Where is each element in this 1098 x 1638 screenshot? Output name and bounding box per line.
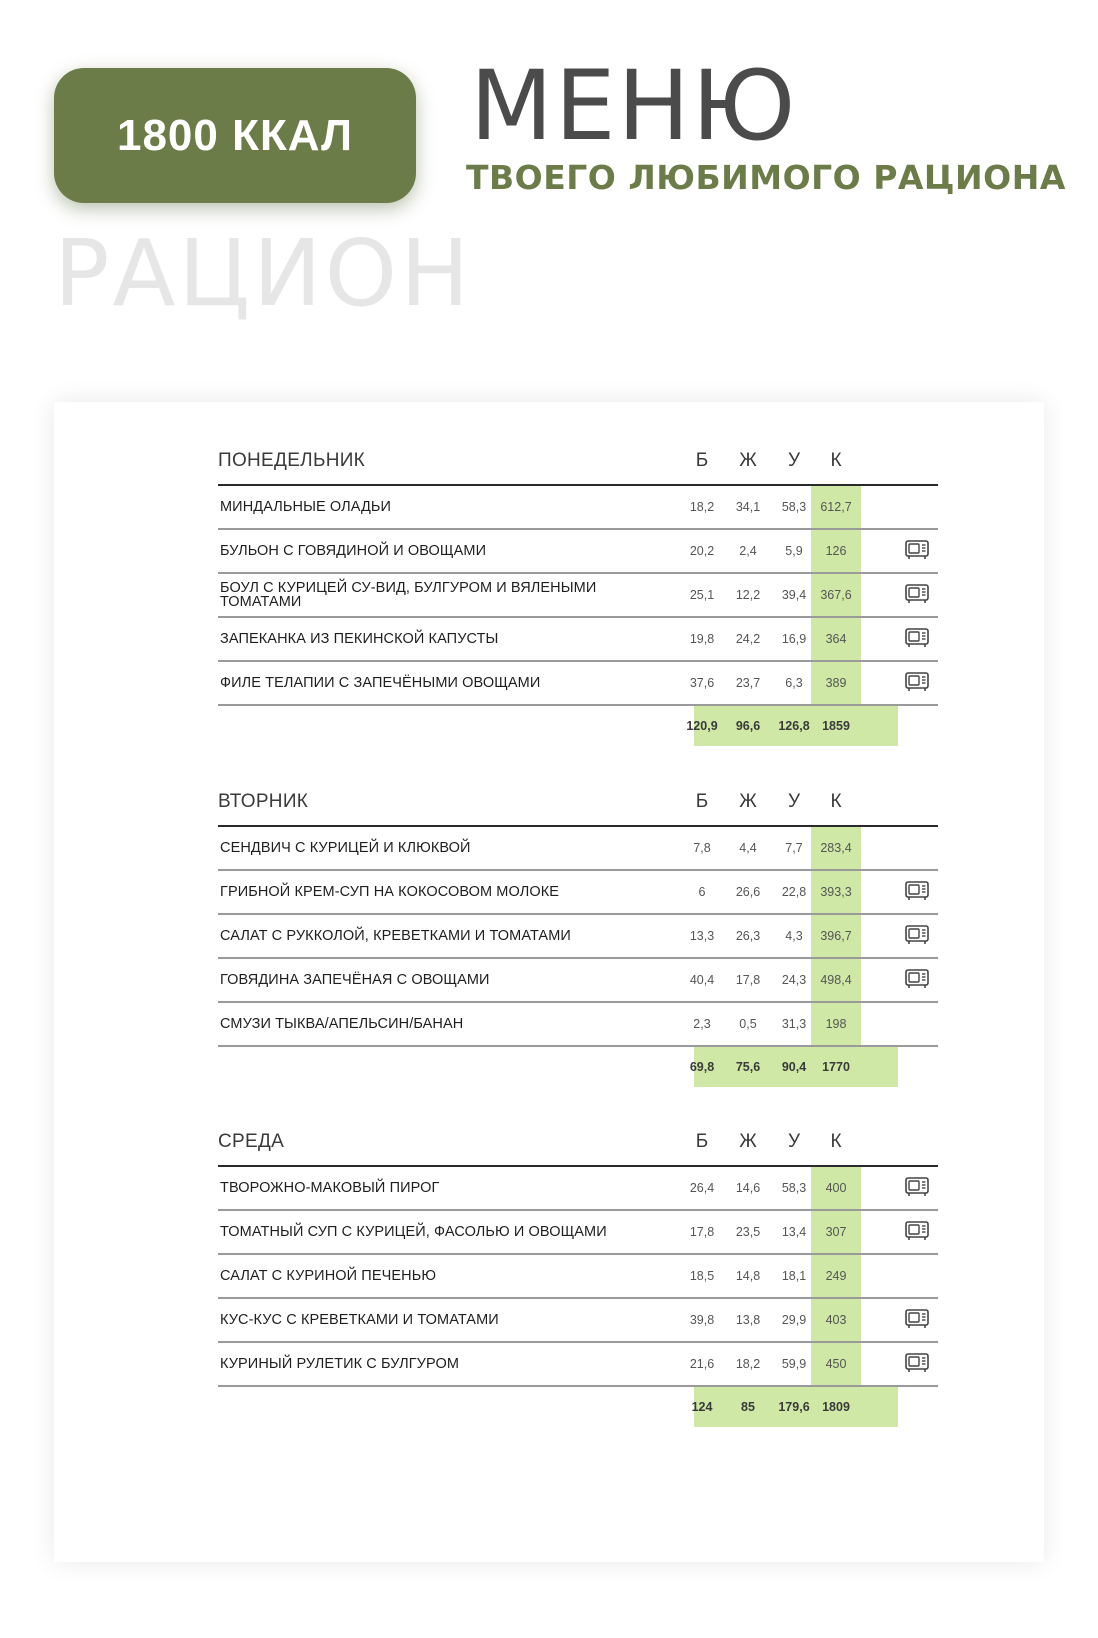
value-b: 37,6 xyxy=(689,676,715,690)
page-subtitle: ТВОЕГО ЛЮБИМОГО РАЦИОНА xyxy=(466,158,1066,197)
value-k: 367,6 xyxy=(820,588,852,602)
total-k: 1770 xyxy=(822,1060,850,1074)
value-b: 39,8 xyxy=(689,1313,715,1327)
day-header xyxy=(218,767,938,825)
value-b: 21,6 xyxy=(689,1357,715,1371)
table-row xyxy=(218,1211,938,1255)
table-row xyxy=(218,1343,938,1387)
kcal-badge: 1800 ККАЛ xyxy=(54,68,416,203)
value-u: 7,7 xyxy=(785,841,803,855)
day-section xyxy=(218,1107,938,1427)
dish-name: ЗАПЕКАНКА ИЗ ПЕКИНСКОЙ КАПУСТЫ xyxy=(220,630,499,647)
total-k: 1859 xyxy=(822,719,850,733)
value-zh: 26,3 xyxy=(735,929,761,943)
value-zh: 14,6 xyxy=(735,1181,761,1195)
value-u: 18,1 xyxy=(781,1269,807,1283)
value-zh: 14,8 xyxy=(735,1269,761,1283)
dish-name: ТОМАТНЫЙ СУП С КУРИЦЕЙ, ФАСОЛЬЮ И ОВОЩАМИ xyxy=(220,1223,607,1240)
microwave-icon xyxy=(905,881,929,901)
table-row xyxy=(218,1167,938,1211)
day-name: ВТОРНИК xyxy=(218,791,309,812)
microwave-icon xyxy=(905,540,929,560)
dish-name: БОУЛ С КУРИЦЕЙ СУ-ВИД, БУЛГУРОМ И ВЯЛЕНЫМИ ТОМАТАМИ xyxy=(220,579,597,610)
day-table xyxy=(218,1165,938,1387)
value-zh: 13,8 xyxy=(735,1313,761,1327)
dish-name: САЛАТ С РУККОЛОЙ, КРЕВЕТКАМИ И ТОМАТАМИ xyxy=(220,927,571,944)
value-k: 307 xyxy=(825,1225,847,1239)
value-u: 58,3 xyxy=(781,1181,807,1195)
value-b: 6 xyxy=(698,885,706,899)
value-zh: 23,5 xyxy=(735,1225,761,1239)
page-title: МЕНЮ xyxy=(470,50,798,162)
value-k: 403 xyxy=(825,1313,847,1327)
dish-name: КУРИНЫЙ РУЛЕТИК С БУЛГУРОМ xyxy=(220,1355,459,1372)
day-name: ПОНЕДЕЛЬНИК xyxy=(218,450,366,471)
total-row xyxy=(218,706,938,746)
dish-name: БУЛЬОН С ГОВЯДИНОЙ И ОВОЩАМИ xyxy=(220,542,487,559)
value-u: 24,3 xyxy=(781,973,807,987)
value-zh: 4,4 xyxy=(739,841,757,855)
dish-name: САЛАТ С КУРИНОЙ ПЕЧЕНЬЮ xyxy=(220,1267,437,1284)
microwave-icon xyxy=(905,1353,929,1373)
total-u: 126,8 xyxy=(778,719,810,733)
column-header: Б xyxy=(695,1131,709,1152)
dish-name: ГОВЯДИНА ЗАПЕЧЁНАЯ С ОВОЩАМИ xyxy=(220,971,490,988)
value-b: 18,5 xyxy=(689,1269,715,1283)
table-row xyxy=(218,486,938,530)
table-row xyxy=(218,1255,938,1299)
value-zh: 26,6 xyxy=(735,885,761,899)
watermark-text: РАЦИОН xyxy=(54,220,473,327)
dish-name: ГРИБНОЙ КРЕМ-СУП НА КОКОСОВОМ МОЛОКЕ xyxy=(220,883,560,900)
value-b: 25,1 xyxy=(689,588,715,602)
table-row xyxy=(218,530,938,574)
table-row xyxy=(218,618,938,662)
dish-name: ТВОРОЖНО-МАКОВЫЙ ПИРОГ xyxy=(220,1179,440,1196)
column-header: У xyxy=(787,1131,801,1152)
total-b: 69,8 xyxy=(689,1060,715,1074)
menu-card xyxy=(54,402,1044,1562)
value-u: 16,9 xyxy=(781,632,807,646)
value-k: 612,7 xyxy=(820,500,852,514)
microwave-icon xyxy=(905,628,929,648)
table-row xyxy=(218,1003,938,1047)
value-b: 2,3 xyxy=(693,1017,711,1031)
total-zh: 75,6 xyxy=(735,1060,761,1074)
day-header xyxy=(218,426,938,484)
value-b: 17,8 xyxy=(689,1225,715,1239)
value-zh: 18,2 xyxy=(735,1357,761,1371)
column-header: Ж xyxy=(739,791,757,812)
column-header: К xyxy=(830,791,842,812)
day-section xyxy=(218,767,938,1087)
table-row xyxy=(218,574,938,618)
value-zh: 17,8 xyxy=(735,973,761,987)
value-k: 126 xyxy=(825,544,847,558)
total-b: 120,9 xyxy=(686,719,718,733)
value-u: 4,3 xyxy=(785,929,803,943)
value-zh: 24,2 xyxy=(735,632,761,646)
column-header: Б xyxy=(695,791,709,812)
total-u: 90,4 xyxy=(781,1060,807,1074)
value-u: 31,3 xyxy=(781,1017,807,1031)
table-row xyxy=(218,827,938,871)
microwave-icon xyxy=(905,1177,929,1197)
dish-name: СЕНДВИЧ С КУРИЦЕЙ И КЛЮКВОЙ xyxy=(220,839,471,856)
total-k: 1809 xyxy=(822,1400,850,1414)
value-b: 20,2 xyxy=(689,544,715,558)
total-u: 179,6 xyxy=(778,1400,810,1414)
table-row xyxy=(218,871,938,915)
value-k: 283,4 xyxy=(820,841,852,855)
table-row xyxy=(218,662,938,706)
value-b: 26,4 xyxy=(689,1181,715,1195)
day-table xyxy=(218,484,938,706)
table-row xyxy=(218,959,938,1003)
value-u: 39,4 xyxy=(781,588,807,602)
value-k: 450 xyxy=(825,1357,847,1371)
value-zh: 0,5 xyxy=(739,1017,757,1031)
value-b: 19,8 xyxy=(689,632,715,646)
value-u: 29,9 xyxy=(781,1313,807,1327)
value-b: 18,2 xyxy=(689,500,715,514)
value-zh: 23,7 xyxy=(735,676,761,690)
table-row xyxy=(218,1299,938,1343)
dish-name: ФИЛЕ ТЕЛАПИИ С ЗАПЕЧЁНЫМИ ОВОЩАМИ xyxy=(220,674,541,691)
column-header: Б xyxy=(695,450,709,471)
value-k: 198 xyxy=(825,1017,847,1031)
value-k: 249 xyxy=(825,1269,847,1283)
value-b: 13,3 xyxy=(689,929,715,943)
dish-name: МИНДАЛЬНЫЕ ОЛАДЬИ xyxy=(220,498,392,515)
total-b: 124 xyxy=(691,1400,713,1414)
value-zh: 12,2 xyxy=(735,588,761,602)
value-u: 6,3 xyxy=(785,676,803,690)
total-row xyxy=(218,1047,938,1087)
value-k: 396,7 xyxy=(820,929,852,943)
day-section xyxy=(218,426,938,746)
table-row xyxy=(218,915,938,959)
microwave-icon xyxy=(905,1221,929,1241)
value-b: 40,4 xyxy=(689,973,715,987)
dish-name: СМУЗИ ТЫКВА/АПЕЛЬСИН/БАНАН xyxy=(220,1015,464,1032)
value-b: 7,8 xyxy=(693,841,711,855)
value-u: 59,9 xyxy=(781,1357,807,1371)
microwave-icon xyxy=(905,925,929,945)
column-header: Ж xyxy=(739,450,757,471)
total-row xyxy=(218,1387,938,1427)
microwave-icon xyxy=(905,969,929,989)
day-name: СРЕДА xyxy=(218,1131,285,1152)
column-header: Ж xyxy=(739,1131,757,1152)
total-zh: 96,6 xyxy=(735,719,761,733)
value-zh: 34,1 xyxy=(735,500,761,514)
day-table xyxy=(218,825,938,1047)
value-k: 400 xyxy=(825,1181,847,1195)
microwave-icon xyxy=(905,672,929,692)
value-k: 389 xyxy=(825,676,847,690)
value-u: 22,8 xyxy=(781,885,807,899)
column-header: У xyxy=(787,791,801,812)
dish-name: КУС-КУС С КРЕВЕТКАМИ И ТОМАТАМИ xyxy=(220,1311,499,1328)
day-header xyxy=(218,1107,938,1165)
value-u: 13,4 xyxy=(781,1225,807,1239)
microwave-icon xyxy=(905,584,929,604)
total-zh: 85 xyxy=(741,1400,755,1414)
value-u: 5,9 xyxy=(785,544,803,558)
value-k: 393,3 xyxy=(820,885,852,899)
value-u: 58,3 xyxy=(781,500,807,514)
value-k: 364 xyxy=(825,632,847,646)
column-header: У xyxy=(787,450,801,471)
column-header: К xyxy=(830,450,842,471)
column-header: К xyxy=(830,1131,842,1152)
value-k: 498,4 xyxy=(820,973,852,987)
microwave-icon xyxy=(905,1309,929,1329)
value-zh: 2,4 xyxy=(739,544,757,558)
